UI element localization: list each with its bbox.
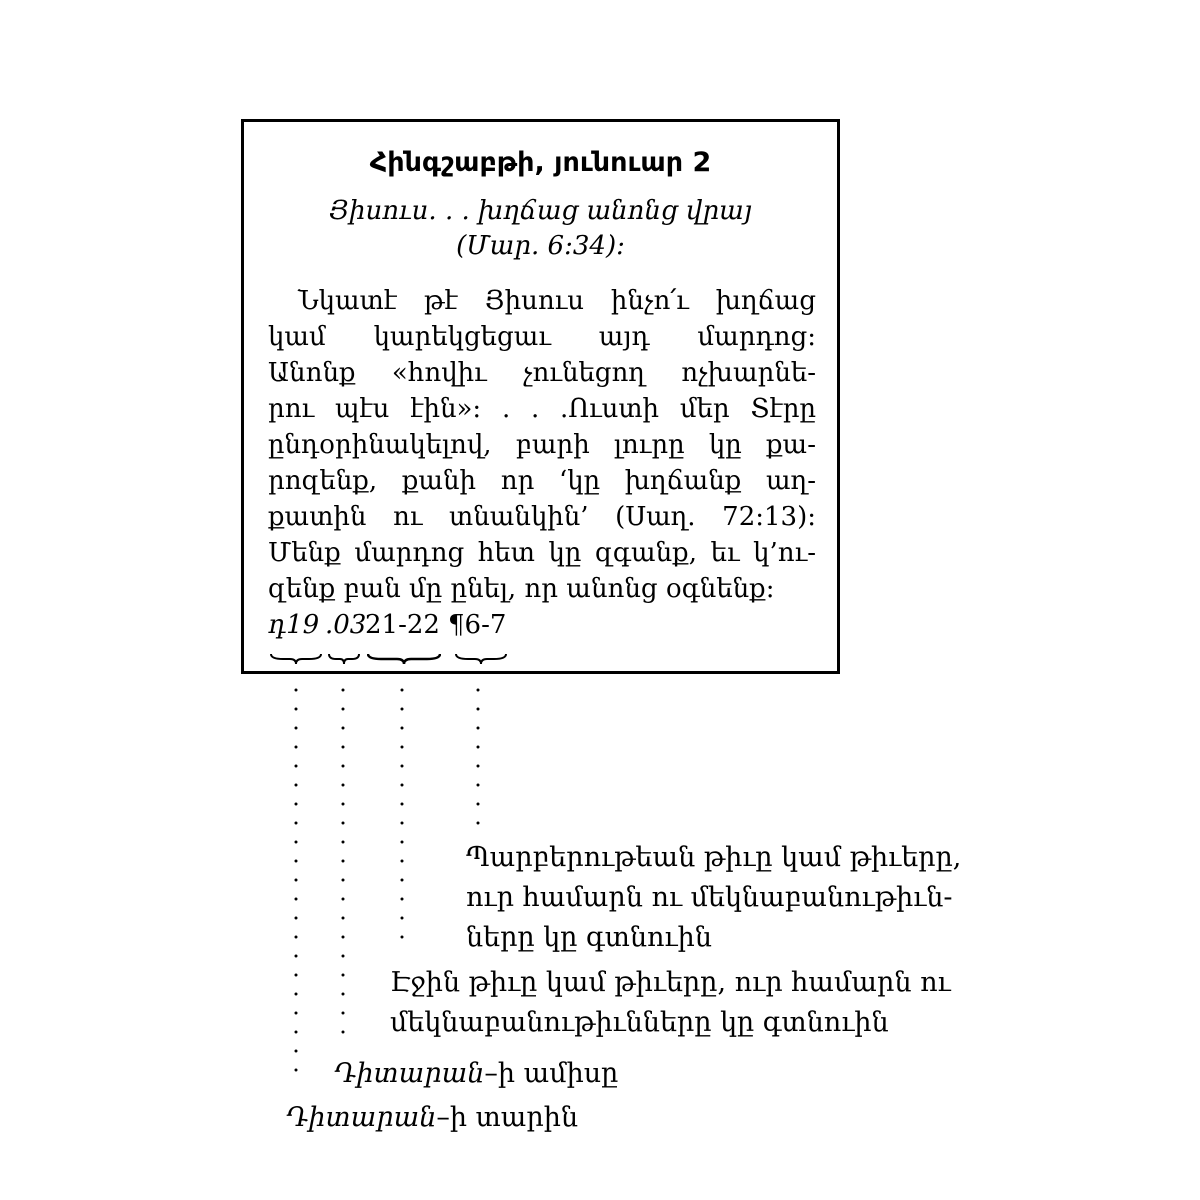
month-leader-line	[341, 688, 345, 1043]
paragraph-line: քատին ու տնանկին’ (Սաղ. 72:13):	[268, 502, 816, 532]
entry-date-title: Հինգշաբթի, յունուար 2	[369, 147, 712, 178]
year-callout	[286, 1098, 578, 1138]
year-brace-icon	[270, 653, 322, 665]
callout-term: Դիտարան	[334, 1058, 485, 1089]
paragraph-line: րու պէս էին»: . . .Ուստի մեր Տէրը	[268, 394, 816, 424]
paragraphs-brace-icon	[455, 653, 507, 665]
paragraph-line: զենք բան մը ընել, որ անոնց օգնենք:	[268, 574, 775, 604]
reference-month-code: .03	[325, 610, 367, 640]
callout-line: Պարբերութեան թիւը կամ թիւերը,	[466, 842, 962, 873]
scripture-reference: (Մար. 6:34):	[456, 231, 625, 261]
scripture-quote	[274, 194, 807, 264]
month-brace-icon	[328, 653, 360, 665]
paragraphs-leader-line	[476, 688, 480, 833]
callout-line: մեկնաբանութիւնները կը գտնուին	[390, 1007, 889, 1038]
paragraph-line: Մենք մարդոց հետ կը զգանք, եւ կ’ու-	[268, 538, 816, 568]
paragraph-line: կամ կարեկցեցաւ այդ մարդոց:	[268, 322, 816, 352]
year-leader-line	[294, 688, 298, 1088]
pages-leader-line	[400, 688, 404, 953]
pages-callout	[390, 963, 951, 1043]
reference-year-code: դ19	[268, 610, 320, 640]
paragraphs-callout	[466, 838, 961, 958]
callout-line: Էջին թիւը կամ թիւերը, ուր համարն ու	[390, 967, 951, 998]
paragraph-line: Նկատէ թէ Յիսուս ինչո՛ւ խղճաց	[298, 286, 816, 316]
reference-pages: 21-22	[365, 610, 440, 640]
paragraph-line: ընդօրինակելով, բարի լուրը կը քա-	[268, 430, 816, 460]
callout-suffix: –ի տարին	[436, 1102, 579, 1133]
callout-suffix: –ի ամիսը	[484, 1058, 619, 1089]
callout-term: Դիտարան	[286, 1102, 437, 1133]
pages-brace-icon	[367, 653, 441, 665]
callout-line: ները կը գտնուին	[466, 922, 712, 953]
paragraph-line: րոզենք, քանի որ ‘կը խղճանք աղ-	[268, 466, 816, 496]
paragraph-line: Անոնք «հովիւ չունեցող ոչխարնե-	[268, 358, 816, 388]
scripture-line: Յիսուս. . . խղճաց անոնց վրայ	[329, 196, 752, 226]
callout-line: ուր համարն ու մեկնաբանութիւն-	[466, 882, 953, 913]
daily-text-box	[241, 119, 840, 674]
reference-paragraphs: ¶6-7	[448, 610, 507, 640]
month-callout	[334, 1054, 618, 1094]
